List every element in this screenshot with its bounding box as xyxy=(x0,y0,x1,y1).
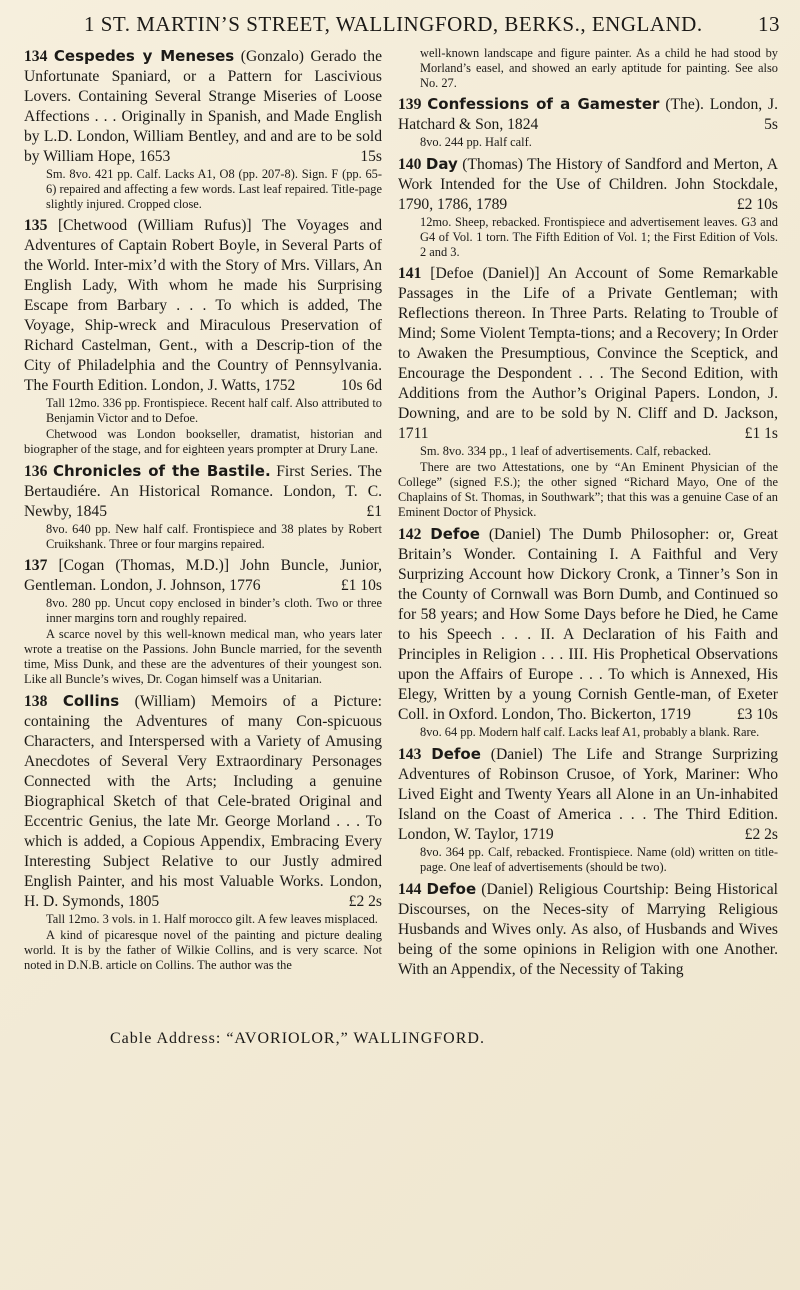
entry-price: £1 xyxy=(366,503,382,520)
entry-title: (William) Memoirs of a Picture: containing the Adventures of many Con-spicuous Characters, and Interspersed with a Variety of Amusing Anecdotes of Several Very Extraordinary Personages Connected with the Arts; Including a genuine Biographical Sketch of that Cele-brated Original and Eccentric Genius, the late Mr. George Morland . . . To which is added, a Copious Appendix, Embracing Every Interesting Subject Relative to our Justly admired English Painter, and his most Valuable Works. London, H. D. Symonds, 1805 xyxy=(24,693,382,910)
catalogue-entry xyxy=(24,461,382,552)
entry-description: Sm. 8vo. 421 pp. Calf. Lacks A1, O8 (pp. 207-8). Sign. F (pp. 65-6) repaired and affecting a few words. Last leaf repaired. Title-page slightly injured. Cropped close. xyxy=(46,167,382,211)
entry-heading xyxy=(398,524,778,725)
entry-note: There are two Attestations, one by “An Eminent Physician of the College” (signed F.S.); the other signed “Richard Mayo, One of the Chaplains of St. Thomas, in Southwark”; that this was a genuine Case of an Eminent Doctor of Physick. xyxy=(398,460,778,519)
catalogue-entry xyxy=(24,556,382,687)
entry-price: 5s xyxy=(764,116,778,133)
entry-heading xyxy=(24,691,382,912)
continuation-text: well-known landscape and figure painter. As a child he had stood by Morland’s easel, and showed an early aptitude for painting. See also No. 27. xyxy=(420,46,778,90)
page-number: 13 xyxy=(758,12,780,36)
entry-author: Collins xyxy=(62,692,120,710)
entry-note: A scarce novel by this well-known medical man, who years later wrote a treatise on the Passions. John Buncle married, for the seventh time, Miss Dunk, and these are the adventures of their youngest son. Like all Buncle’s wives, Dr. Cogan himself was a Unitarian. xyxy=(24,627,382,686)
entry-heading xyxy=(398,154,778,215)
catalogue-entry xyxy=(398,154,778,260)
entry-number: 143 xyxy=(398,746,422,763)
entry-heading xyxy=(24,46,382,167)
entry-price: £2 2s xyxy=(348,893,382,910)
entry-number: 142 xyxy=(398,526,422,543)
entry-title: (Thomas) The History of Sandford and Merton, A Work Intended for the Use of Children. John Stockdale, 1790, 1786, 1789 xyxy=(398,156,778,213)
catalogue-entry xyxy=(398,94,778,150)
catalogue-entry xyxy=(24,216,382,457)
left-column xyxy=(24,46,382,977)
entry-number: 141 xyxy=(398,265,422,282)
entry-title: (Daniel) The Life and Strange Surprizing Adventures of Robinson Crusoe, of York, Mariner: Who Lived Eight and Twenty Years all Alone in an Un-inhabited Island on the Coast of America . . . The Third Edition. London, W. Taylor, 1719 xyxy=(398,746,778,843)
entry-description: Tall 12mo. 3 vols. in 1. Half morocco gilt. A few leaves misplaced. xyxy=(46,912,378,926)
catalogue-entry xyxy=(398,879,778,980)
entry-description: 8vo. 64 pp. Modern half calf. Lacks leaf A1, probably a blank. Rare. xyxy=(420,725,760,739)
entry-number: 140 xyxy=(398,156,422,173)
entry-description: 8vo. 364 pp. Calf, rebacked. Frontispiece. Name (old) written on title-page. One leaf of advertisements (should be two). xyxy=(420,845,778,874)
entry-author: Confessions of a Gamester xyxy=(427,95,660,113)
entry-heading xyxy=(24,461,382,522)
entry-number: 136 xyxy=(24,463,48,480)
entry-title: [Cogan (Thomas, M.D.)] John Buncle, Junior, Gentleman. London, J. Johnson, 1776 xyxy=(24,557,382,594)
entry-author: Defoe xyxy=(426,880,477,898)
entry-number: 135 xyxy=(24,217,48,234)
entry-price: £1 1s xyxy=(744,425,778,442)
entry-title: (Daniel) The Dumb Philosopher: or, Great Britain’s Wonder. Containing I. A Faithful and Very Surprizing Account how Dickory Cronk, a Tinner’s Son in the County of Cornwall was Born Dumb, and Continued so for 58 years; and How Some Days before he Died, he Came to his Speech . . . II. A Declaration of his Faith and Principles in Religion . . . III. His Prophetical Observations upon the Affairs of Europe . . . To which is Annexed, His Elegy, Written by a young Cornish Gentle-man, of Exeter Coll. in Oxford. London, Tho. Bickerton, 1719 xyxy=(398,526,778,723)
entry-price: 10s 6d xyxy=(340,377,382,394)
entry-description: 8vo. 244 pp. Half calf. xyxy=(420,135,532,149)
entry-number: 137 xyxy=(24,557,48,574)
catalogue-entry xyxy=(398,744,778,875)
catalogue-entry xyxy=(24,691,382,973)
entry-description: 8vo. 280 pp. Uncut copy enclosed in binder’s cloth. Two or three inner margins torn and roughly repaired. xyxy=(46,596,382,625)
entry-description: 8vo. 640 pp. New half calf. Frontispiece and 38 plates by Robert Cruikshank. Three or four margins repaired. xyxy=(46,522,382,551)
entry-number: 134 xyxy=(24,48,48,65)
catalogue-entry xyxy=(398,524,778,740)
entry-note: A kind of picaresque novel of the painting and picture dealing world. It is by the father of Wilkie Collins, and is very scarce. Not noted in D.N.B. article on Collins. The author was the xyxy=(24,928,382,972)
entry-author: Defoe xyxy=(430,525,480,543)
entry-price: £1 10s xyxy=(340,577,382,594)
entry-title: First Series. The Bertaudiére. An Historical Romance. London, T. C. Newby, 1845 xyxy=(24,463,382,520)
entry-heading xyxy=(24,556,382,596)
entry-heading xyxy=(398,744,778,845)
entry-price: £2 2s xyxy=(744,826,778,843)
entry-description: Sm. 8vo. 334 pp., 1 leaf of advertisements. Calf, rebacked. xyxy=(420,444,712,458)
cable-address: Cable Address: “AVORIOLOR,” WALLINGFORD. xyxy=(110,1030,485,1047)
entry-price: 15s xyxy=(360,148,382,165)
entry-number: 138 xyxy=(24,693,48,710)
entry-heading xyxy=(398,879,778,980)
entry-title: (The). London, J. Hatchard & Son, 1824 xyxy=(398,96,778,133)
catalogue-entry xyxy=(24,46,382,212)
entry-note: Chetwood was London bookseller, dramatist, historian and biographer of the stage, and for eighteen years prompter at Drury Lane. xyxy=(24,427,382,456)
entry-number: 139 xyxy=(398,96,422,113)
entry-price: £3 10s xyxy=(736,706,778,723)
entry-heading xyxy=(24,216,382,396)
entry-heading xyxy=(398,264,778,444)
right-column xyxy=(398,46,778,984)
entry-author: Day xyxy=(425,155,458,173)
entry-title: [Defoe (Daniel)] An Account of Some Remarkable Passages in the Life of a Private Gentleman; with Reflections thereon. In Three Parts. Relating to Trouble of Mind; Some Violent Tempta-tions; and a Recovery; In Order to Awaken the Presumptious, Convince the Sceptick, and Encourage the Despondent . . . The Second Edition, with Additions from the Author’s Original Papers. London, J. Downing, and are to be sold by N. Cliff and D. Jackson, 1711 xyxy=(398,265,778,442)
entry-author: Cespedes y Meneses xyxy=(53,47,235,65)
entry-author: Defoe xyxy=(431,745,481,763)
entry-heading xyxy=(398,94,778,135)
entry-number: 144 xyxy=(398,881,422,898)
entry-title: (Gonzalo) Gerado the Unfortunate Spaniard, or a Pattern for Lascivious Lovers. Containing Several Strange Miseries of Loose Affections . . . Originally in Spanish, and Made English by L.D. London, William Bentley, and and are to be sold by William Hope, 1653 xyxy=(24,48,382,165)
entry-title: (Daniel) Religious Courtship: Being Historical Discourses, on the Neces-sity of Marrying Religious Husbands and Wives only. As also, of Husbands and Wives being of the some opinions in Religion with one Another. With an Appendix, of the Necessity of Taking xyxy=(398,881,778,978)
entry-price: £2 10s xyxy=(736,196,778,213)
header-title: 1 ST. MARTIN’S STREET, WALLINGFORD, BERKS., ENGLAND. xyxy=(84,12,703,36)
entry-description: 12mo. Sheep, rebacked. Frontispiece and advertisement leaves. G3 and G4 of Vol. 1 torn. The Fifth Edition of Vol. 1; the First Edition of Vols. 2 and 3. xyxy=(420,215,778,259)
entry-description: Tall 12mo. 336 pp. Frontispiece. Recent half calf. Also attributed to Benjamin Victor and to Defoe. xyxy=(46,396,382,425)
entry-author: Chronicles of the Bastile. xyxy=(52,462,271,480)
entry-title: [Chetwood (William Rufus)] The Voyages and Adventures of Captain Robert Boyle, in Several Parts of the World. Inter-mix’d with the Story of Mrs. Villars, An English Lady, With whom he made his Surprising Escape from Barbary . . . To which is added, The Voyage, Ship-wreck and Miraculous Preservation of Richard Castelman, Gent., with a Descrip-tion of the City of Philadelphia and the Country of Pennsylvania. The Fourth Edition. London, J. Watts, 1752 xyxy=(24,217,382,394)
catalogue-entry xyxy=(398,264,778,520)
